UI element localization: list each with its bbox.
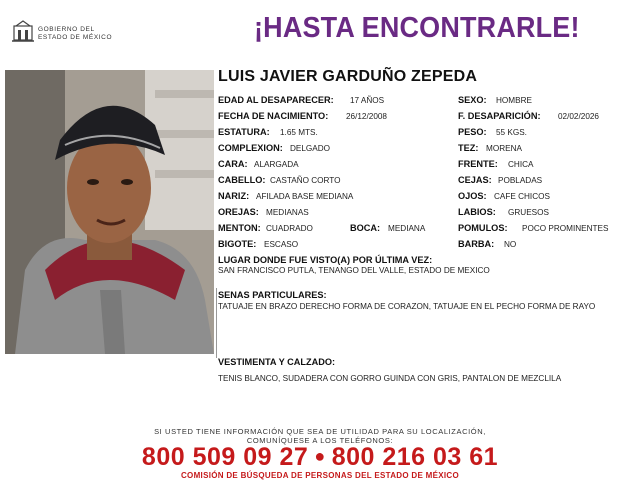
bullet-separator-icon: ● (314, 446, 326, 466)
state-emblem-icon (12, 20, 34, 44)
senas-value: TATUAJE EN BRAZO DERECHO FORMA DE CORAZON, TATUAJE EN EL PECHO FORMA DE RAYO (218, 302, 596, 311)
barba-value: NO (504, 240, 517, 249)
government-logo (12, 20, 117, 46)
labios-label: LABIOS: (458, 207, 496, 217)
boca-label: BOCA: (350, 223, 381, 233)
nacimiento-value: 26/12/2008 (346, 112, 387, 121)
senas-label: SENAS PARTICULARES: (218, 290, 327, 300)
footer-note-1: SI USTED TIENE INFORMACIÓN QUE SEA DE UTILIDAD PARA SU LOCALIZACIÓN, (154, 427, 486, 436)
cabello-value: CASTAÑO CORTO (270, 176, 341, 185)
footer-note-2: COMUNÍQUESE A LOS TELÉFONOS: (246, 436, 394, 445)
frente-label: FRENTE: (458, 159, 498, 169)
boca-value: MEDIANA (388, 224, 426, 233)
frente-value: CHICA (508, 160, 534, 169)
orejas-label: OREJAS: (218, 207, 259, 217)
pomulos-value: POCO PROMINENTES (522, 224, 609, 233)
ojos-label: OJOS: (458, 191, 487, 201)
vestimenta-label: VESTIMENTA Y CALZADO: (218, 357, 336, 367)
edad-label: EDAD AL DESAPARECER: (218, 95, 334, 105)
sexo-value: HOMBRE (496, 96, 532, 105)
person-photo (5, 70, 214, 354)
desaparicion-label: F. DESAPARICIÓN: (458, 111, 541, 121)
orejas-value: MEDIANAS (266, 208, 309, 217)
menton-value: CUADRADO (266, 224, 313, 233)
pomulos-label: POMULOS: (458, 223, 508, 233)
cara-label: CARA: (218, 159, 248, 169)
labios-value: GRUESOS (508, 208, 549, 217)
menton-label: MENTON: (218, 223, 261, 233)
complexion-label: COMPLEXION: (218, 143, 283, 153)
logo-line-2: ESTADO DE MÉXICO (38, 34, 113, 41)
logo-line-1: GOBIERNO DEL (38, 26, 95, 33)
lugar-value: SAN FRANCISCO PUTLA, TENANGO DEL VALLE, ESTADO DE MEXICO (218, 266, 490, 275)
tez-value: MORENA (486, 144, 522, 153)
estatura-label: ESTATURA: (218, 127, 270, 137)
ojos-value: CAFE CHICOS (494, 192, 550, 201)
cejas-label: CEJAS: (458, 175, 492, 185)
peso-value: 55 KGS. (496, 128, 527, 137)
cabello-label: CABELLO: (218, 175, 266, 185)
barba-label: BARBA: (458, 239, 495, 249)
cejas-value: POBLADAS (498, 176, 543, 185)
complexion-value: DELGADO (290, 144, 331, 153)
edad-value: 17 AÑOS (350, 96, 385, 105)
desaparicion-value: 02/02/2026 (558, 112, 599, 121)
sexo-label: SEXO: (458, 95, 487, 105)
estatura-value: 1.65 MTS. (280, 128, 318, 137)
bigote-label: BIGOTE: (218, 239, 257, 249)
peso-label: PESO: (458, 127, 487, 137)
person-name: LUIS JAVIER GARDUÑO ZEPEDA (218, 68, 478, 85)
nariz-value: AFILADA BASE MEDIANA (256, 192, 354, 201)
commission-name: COMISIÓN DE BÚSQUEDA DE PERSONAS DEL ESTADO DE MÉXICO (180, 471, 459, 480)
phone-2[interactable]: 800 216 03 61 (331, 443, 499, 471)
lugar-label: LUGAR DONDE FUE VISTO(A) POR ÚLTIMA VEZ: (218, 255, 433, 265)
bigote-value: ESCASO (264, 240, 299, 249)
phone-numbers (0, 443, 640, 472)
cara-value: ALARGADA (254, 160, 299, 169)
vestimenta-value: TENIS BLANCO, SUDADERA CON GORRO GUINDA CON GRIS, PANTALON DE MEZCLILA (218, 374, 562, 383)
headline: ¡HASTA ENCONTRARLE! (254, 12, 580, 44)
nariz-label: NARIZ: (218, 191, 250, 201)
phone-1[interactable]: 800 509 09 27 (141, 443, 309, 471)
nacimiento-label: FECHA DE NACIMIENTO: (218, 111, 329, 121)
section-divider (216, 288, 217, 358)
tez-label: TEZ: (458, 143, 479, 153)
